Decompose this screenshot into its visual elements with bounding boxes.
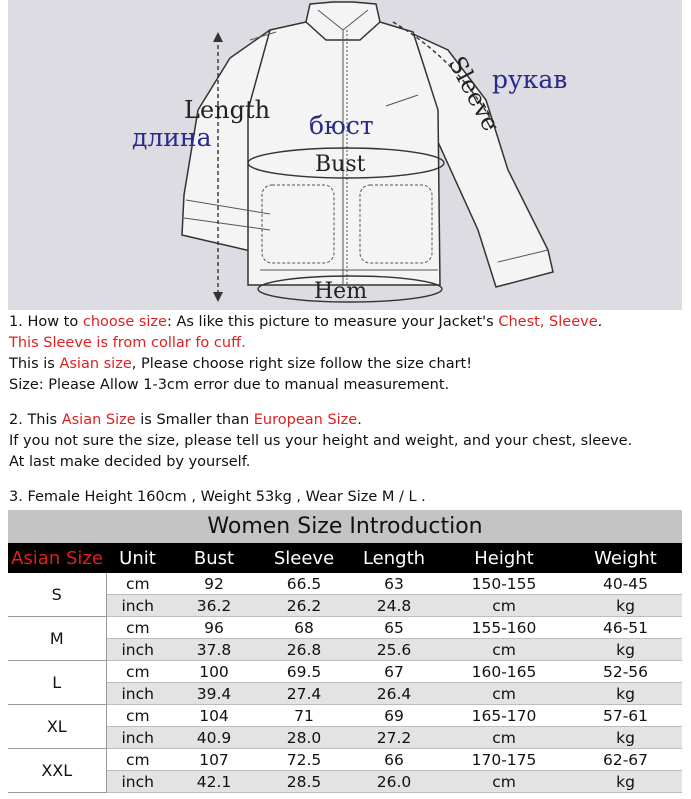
bust-cell: 92 [169,573,259,595]
height-cell: cm [439,683,569,705]
height-cell: 150-155 [439,573,569,595]
header-height: Height [439,543,569,573]
bust-ru-label: бюст [309,111,374,140]
height-cell: 170-175 [439,749,569,771]
height-cell: 160-165 [439,661,569,683]
header-bust: Bust [169,543,259,573]
height-cell: cm [439,727,569,749]
sleeve-cell: 66.5 [259,573,349,595]
header-unit: Unit [106,543,169,573]
sleeve-label: Sleeve [442,51,506,136]
header-sleeve: Sleeve [259,543,349,573]
height-cell: cm [439,595,569,617]
table-row [8,705,682,727]
size-cell: M [8,617,106,661]
info-line-3 [9,354,472,375]
table-row [8,727,682,749]
bust-cell: 104 [169,705,259,727]
sleeve-cell: 28.5 [259,771,349,793]
table-title-row [8,510,682,543]
length-cell: 69 [349,705,439,727]
jacket-illustration [8,0,682,310]
unit-cell: inch [106,771,169,793]
info-text: is Smaller than [135,412,254,428]
weight-cell: 57-61 [569,705,682,727]
weight-cell: kg [569,771,682,793]
info-line-7: At last make decided by yourself. [9,454,251,470]
length-cell: 27.2 [349,727,439,749]
unit-cell: cm [106,617,169,639]
sleeve-ru-label: рукав [492,65,568,94]
table-row [8,661,682,683]
sleeve-cell: 27.4 [259,683,349,705]
size-cell: XL [8,705,106,749]
info-line-4: Size: Please Allow 1-3cm error due to manual measurement. [9,377,450,393]
info-line-6: If you not sure the size, please tell us your height and weight, and your chest, sleeve. [9,433,633,449]
table-row [8,771,682,793]
bust-cell: 39.4 [169,683,259,705]
weight-cell: kg [569,595,682,617]
sleeve-cell: 28.0 [259,727,349,749]
info-highlight: Asian size [59,356,132,372]
length-cell: 67 [349,661,439,683]
unit-cell: inch [106,639,169,661]
info-text: , Please choose right size follow the size chart! [131,356,473,372]
table-row [8,639,682,661]
size-table [8,510,682,793]
sleeve-cell: 68 [259,617,349,639]
bust-label: Bust [315,152,366,177]
length-cell: 63 [349,573,439,595]
header-weight: Weight [569,543,682,573]
length-cell: 65 [349,617,439,639]
weight-cell: kg [569,639,682,661]
unit-cell: cm [106,749,169,771]
length-label: Length [184,96,271,124]
length-cell: 24.8 [349,595,439,617]
info-text: 2. This [9,412,62,428]
info-text: 1. How to [9,314,83,330]
bust-cell: 107 [169,749,259,771]
unit-cell: inch [106,595,169,617]
height-cell: cm [439,639,569,661]
weight-cell: 62-67 [569,749,682,771]
weight-cell: kg [569,683,682,705]
unit-cell: cm [106,705,169,727]
table-row [8,617,682,639]
length-cell: 66 [349,749,439,771]
weight-cell: 52-56 [569,661,682,683]
bust-cell: 100 [169,661,259,683]
bust-cell: 37.8 [169,639,259,661]
info-highlight: Chest, Sleeve [498,314,598,330]
table-row [8,749,682,771]
length-ru-label: длина [132,123,212,152]
hem-label: Hem [314,279,368,304]
weight-cell: 40-45 [569,573,682,595]
info-highlight: European Size [253,412,358,428]
size-cell: XXL [8,749,106,793]
sleeve-cell: 69.5 [259,661,349,683]
length-cell: 25.6 [349,639,439,661]
length-cell: 26.0 [349,771,439,793]
info-highlight: choose size [82,314,167,330]
weight-cell: 46-51 [569,617,682,639]
table-row [8,595,682,617]
bust-cell: 42.1 [169,771,259,793]
length-cell: 26.4 [349,683,439,705]
info-line-8: 3. Female Height 160cm , Weight 53kg , Wear Size M / L . [9,489,426,505]
unit-cell: cm [106,573,169,595]
size-cell: S [8,573,106,617]
info-line-1 [9,312,602,333]
sleeve-cell: 72.5 [259,749,349,771]
table-row [8,683,682,705]
info-line-2: This Sleeve is from collar fo cuff. [9,335,246,351]
unit-cell: inch [106,727,169,749]
bust-cell: 96 [169,617,259,639]
header-length: Length [349,543,439,573]
bust-cell: 36.2 [169,595,259,617]
table-row [8,573,682,595]
height-cell: cm [439,771,569,793]
weight-cell: kg [569,727,682,749]
info-highlight: Asian Size [61,412,136,428]
height-cell: 155-160 [439,617,569,639]
jacket-measurement-diagram [8,0,682,310]
info-text: : As like this picture to measure your Jacket's [166,314,499,330]
info-line-5 [9,410,362,431]
table-header-row [8,543,682,573]
sleeve-cell: 26.8 [259,639,349,661]
table-title: Women Size Introduction [8,510,682,543]
height-cell: 165-170 [439,705,569,727]
unit-cell: inch [106,683,169,705]
info-text: . [597,314,603,330]
info-text: This is [9,356,60,372]
sleeve-cell: 71 [259,705,349,727]
bust-cell: 40.9 [169,727,259,749]
unit-cell: cm [106,661,169,683]
info-text: . [357,412,362,428]
header-asian-size: Asian Size [8,543,106,573]
sleeve-cell: 26.2 [259,595,349,617]
size-cell: L [8,661,106,705]
